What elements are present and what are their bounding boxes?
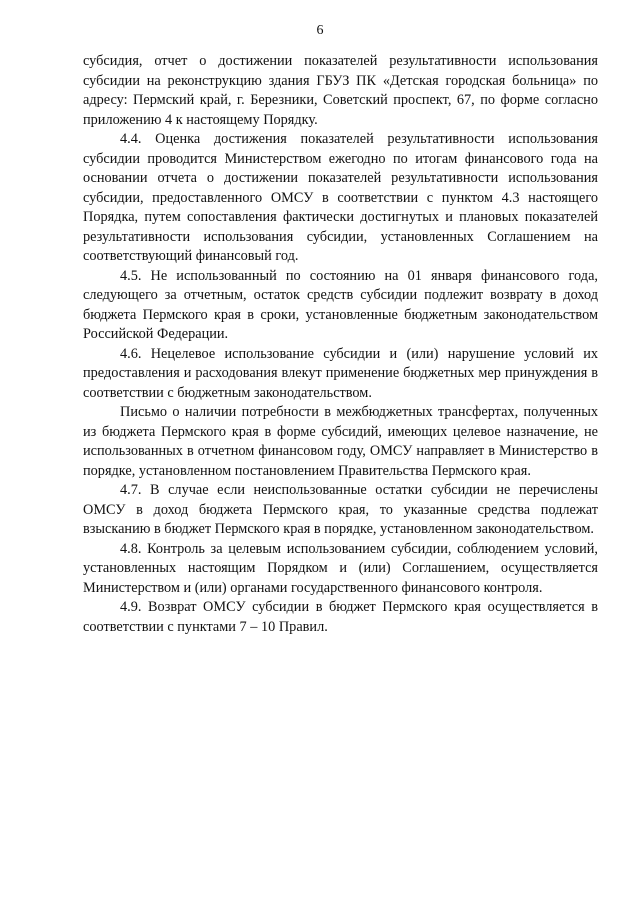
- paragraph-4-9: 4.9. Возврат ОМСУ субсидии в бюджет Пермского края осуществляется в соответствии с пунктами 7 – 10 Правил.: [83, 599, 598, 635]
- paragraph-4-4: 4.4. Оценка достижения показателей результативности использования субсидии проводится Министерством ежегодно по итогам финансового года на основании отчета о достижении показателей результативности использования субсидии, предоставленного ОМСУ в соответствии с пунктом 4.3 настоящего Порядка, путем сопоставления фактически достигнутых и плановых показателей результативности использования субсидии, установленных Соглашением на соответствующий финансовый год.: [83, 131, 598, 264]
- page-number: 6: [316, 23, 324, 38]
- paragraph-continuation: субсидия, отчет о достижении показателей результативности использования субсидии на реконструкцию здания ГБУЗ ПК «Детская городская больница» по адресу: Пермский край, г. Березники, Советский проспект, 67, по форме согласно приложению 4 к настоящему Порядку.: [83, 53, 598, 128]
- paragraph-4-7: 4.7. В случае если неиспользованные остатки субсидии не перечислены ОМСУ в доход бюджета Пермского края, то указанные средства подлежат взысканию в бюджет Пермского края в порядке, установленном законодательством.: [83, 482, 598, 537]
- paragraph-4-6: 4.6. Нецелевое использование субсидии и (или) нарушение условий их предоставления и расходования влекут применение бюджетных мер принуждения в соответствии с бюджетным законодательством.: [83, 345, 598, 401]
- document-body: [83, 52, 598, 637]
- paragraph-4-8: 4.8. Контроль за целевым использованием субсидии, соблюдением условий, установленных настоящим Порядком и (или) Соглашением, осуществляется Министерством и (или) органами государственного финансового контроля.: [83, 540, 598, 596]
- paragraph-4-5: 4.5. Не использованный по состоянию на 01 января финансового года, следующего за отчетным, остаток средств субсидии подлежит возврату в доход бюджета Пермского края в сроки, установленные бюджетным законодательством Российской Федерации.: [83, 267, 598, 342]
- paragraph-letter: Письмо о наличии потребности в межбюджетных трансфертах, полученных из бюджета Пермского края в форме субсидий, имеющих целевое назначение, не использованных в отчетном финансовом году, ОМСУ направляет в Министерство в порядке, установленном постановлением Правительства Пермского края.: [83, 404, 598, 479]
